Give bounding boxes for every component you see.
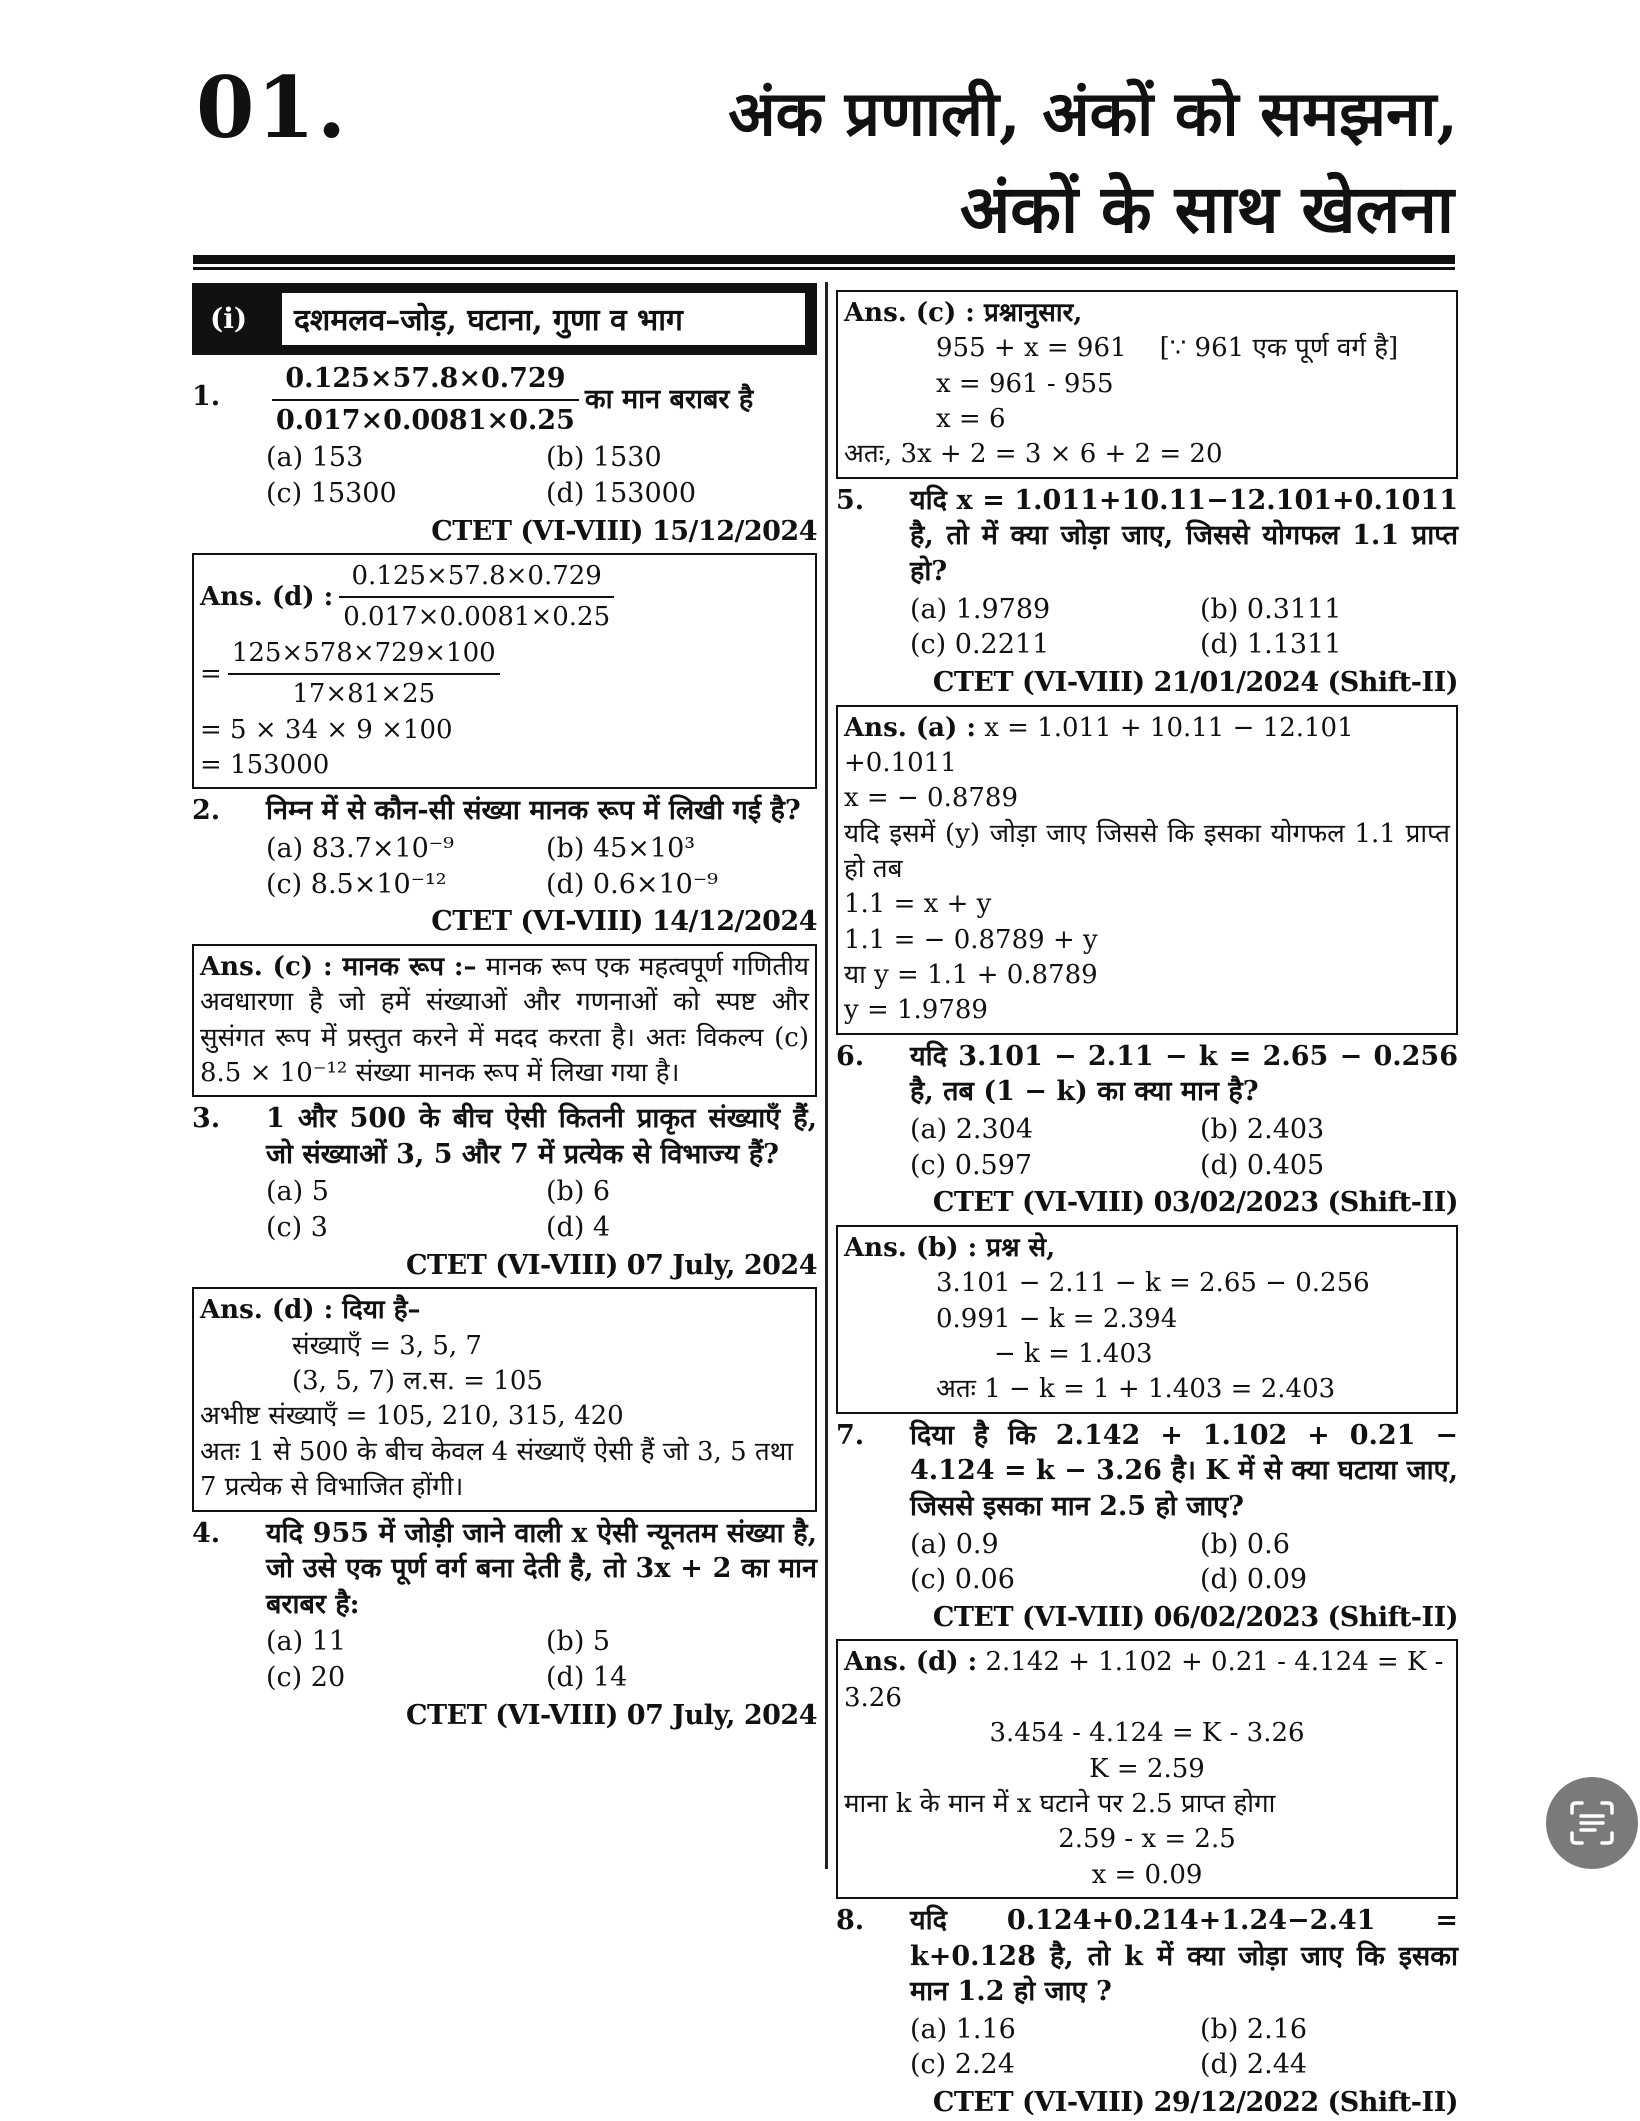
question-6 — [836, 1039, 1458, 1110]
header-rule-thin — [193, 267, 1455, 270]
option-c: (c) 20 — [266, 1662, 346, 1693]
fraction-numerator: 0.125×57.8×0.729 — [272, 361, 579, 401]
answer-line: 3.101 − 2.11 − k = 2.65 − 0.256 — [936, 1268, 1370, 1299]
option-b: (b) 2.403 — [1200, 1114, 1325, 1146]
option-a: (a) 11 — [266, 1626, 347, 1658]
answer-line: अतः 1 से 500 के बीच केवल 4 संख्याएँ ऐसी हैं जो 3, 5 तथा 7 प्रत्येक से विभाजित होंगी। — [200, 1436, 794, 1503]
chapter-number: 01. — [196, 58, 349, 157]
question-number: 1. — [192, 381, 221, 412]
answer-fraction — [339, 559, 614, 636]
answer-line: x = − 0.8789 — [844, 783, 1019, 814]
option-d: (d) 2.44 — [1200, 2049, 1308, 2081]
question-4 — [192, 1516, 817, 1623]
option-c: (c) 15300 — [266, 477, 397, 509]
answer-box — [192, 1287, 817, 1511]
options — [192, 1174, 817, 1245]
option-d: (d) 0.09 — [1200, 1564, 1308, 1596]
chapter-title-line-1: अंक प्रणाली, अंकों को समझना, — [728, 77, 1458, 150]
answer-line: 3.454 - 4.124 = K - 3.26 — [989, 1718, 1305, 1749]
option-a: (a) 0.9 — [910, 1528, 999, 1560]
question-8 — [836, 1903, 1458, 2010]
option-b: (b) 6 — [546, 1176, 611, 1208]
answer-box — [836, 1639, 1458, 1899]
question-text: का मान बराबर है — [584, 383, 754, 415]
answer-line: = 153000 — [200, 749, 330, 780]
option-c: (c) 0.2211 — [910, 629, 1050, 661]
answer-label: Ans. (c) : प्रश्नानुसार, — [844, 298, 1083, 328]
question-text: दिया है कि 2.142 + 1.102 + 0.21 − 4.124 = k − 3.26 है। K में से क्या घटाया जाए, जिससे इसका मान 2.5 हो जाए? — [910, 1419, 1458, 1522]
exam-source: CTET (VI-VIII) 29/12/2022 (Shift-II) — [932, 2087, 1458, 2119]
answer-line: x = 1.011 + 10.11 − 12.101 +0.1011 — [844, 712, 1354, 778]
question-2 — [192, 793, 817, 829]
scan-text-button[interactable] — [1546, 1777, 1640, 1869]
right-column — [836, 290, 1458, 2121]
option-a: (a) 1.9789 — [910, 593, 1051, 625]
question-number: 7. — [836, 1419, 865, 1451]
answer-box — [836, 1225, 1458, 1414]
options — [836, 1527, 1458, 1598]
section-header — [192, 283, 817, 355]
question-number: 2. — [192, 795, 221, 827]
answer-line: K = 2.59 — [1089, 1753, 1205, 1784]
option-d: (d) 14 — [546, 1662, 628, 1693]
option-b: (b) 0.6 — [1200, 1528, 1290, 1560]
option-d: (d) 0.405 — [1200, 1149, 1325, 1181]
answer-line: अतः, 3x + 2 = 3 × 6 + 2 = 20 — [844, 439, 1223, 470]
answer-line: यदि इसमें (y) जोड़ा जाए जिससे कि इसका योगफल 1.1 प्राप्त हो तब — [844, 818, 1450, 884]
options — [836, 592, 1458, 663]
option-a: (a) 5 — [266, 1176, 329, 1208]
answer-label: Ans. (d) : — [200, 581, 334, 612]
options — [836, 1112, 1458, 1183]
fraction-numerator: 125×578×729×100 — [228, 636, 500, 675]
section-title: दशमलव–जोड़, घटाना, गुणा व भाग — [280, 291, 807, 347]
option-b: (b) 45×10³ — [546, 832, 696, 864]
scan-text-icon — [1568, 1799, 1616, 1847]
option-c: (c) 0.06 — [910, 1564, 1015, 1596]
option-c: (c) 0.597 — [910, 1149, 1033, 1181]
exam-source: CTET (VI-VIII) 07 July, 2024 — [406, 1699, 817, 1731]
question-number: 6. — [836, 1040, 865, 1072]
option-a: (a) 1.16 — [910, 2013, 1016, 2045]
question-text: 1 और 500 के बीच ऐसी कितनी प्राकृत संख्याएँ हैं, जो संख्याओं 3, 5 और 7 में प्रत्येक से विभाज्य हैं? — [266, 1103, 817, 1170]
question-3 — [192, 1101, 817, 1172]
answer-box — [836, 705, 1458, 1035]
answer-label: Ans. (d) : दिया है– — [200, 1295, 421, 1326]
answer-label: Ans. (c) : मानक रूप :– — [200, 951, 477, 982]
fraction-numerator: 0.125×57.8×0.729 — [339, 559, 614, 598]
question-number: 5. — [836, 484, 865, 516]
option-a: (a) 153 — [266, 442, 364, 474]
answer-box — [836, 290, 1458, 479]
option-d: (d) 4 — [546, 1212, 611, 1244]
answer-line: 2.142 + 1.102 + 0.21 - 4.124 = K - 3.26 — [844, 1647, 1444, 1713]
exam-source: CTET (VI-VIII) 07 July, 2024 — [406, 1249, 817, 1281]
answer-line: x = 6 — [936, 404, 1006, 435]
answer-box: Ans. (d) : $\frac{0.125\times 57.8\times 0.729}{0.017\times 0.0081\times 0.25}$ = $\frac{125\times 578\times 729\times 100}{17\times 81\times 25}$ = 5 × 34 × 9 ×100 = 153000 — [192, 553, 817, 789]
question-text: निम्न में से कौन-सी संख्या मानक रूप में लिखी गई है? — [266, 795, 801, 827]
fraction-denominator: 0.017×0.0081×0.25 — [343, 602, 611, 633]
answer-text: मानक रूप एक महत्वपूर्ण गणितीय अवधारणा है जो हमें संख्याओं और गणनाओं को स्पष्ट और सुसंगत रूप में प्रस्तुत करने में मदद करता है। अतः विकल्प (c) 8.5 × 10⁻¹² संख्या मानक रूप में लिखा गया है। — [200, 951, 810, 1088]
question-1 — [192, 361, 817, 438]
option-c: (c) 3 — [266, 1212, 328, 1244]
question-text: यदि 0.124+0.214+1.24−2.41 = k+0.128 है, तो k में क्या जोड़ा जाए कि इसका मान 1.2 हो जाए ? — [910, 1904, 1458, 2008]
question-number: 3. — [192, 1103, 221, 1135]
fraction-denominator: 17×81×25 — [292, 679, 436, 710]
question-text: यदि 955 में जोड़ी जाने वाली x ऐसी न्यूनतम संख्या है, जो उसे एक पूर्ण वर्ग बना देती है, तो 3x + 2 का मान बराबर है: — [266, 1517, 817, 1620]
answer-label: Ans. (a) : — [844, 712, 976, 743]
answer-fraction-2 — [228, 636, 500, 713]
question-text: यदि 3.101 − 2.11 − k = 2.65 − 0.256 है, तब (1 − k) का क्या मान है? — [910, 1040, 1458, 1108]
answer-line: y = 1.9789 — [844, 995, 988, 1026]
option-d: (d) 0.6×10⁻⁹ — [546, 868, 718, 900]
question-text: यदि x = 1.011+10.11−12.101+0.1011 है, तो में क्या जोड़ा जाए, जिससे योगफल 1.1 प्राप्त हो? — [910, 484, 1458, 588]
option-a: (a) 2.304 — [910, 1114, 1034, 1146]
answer-line: 955 + x = 961 — [936, 333, 1127, 364]
option-c: (c) 2.24 — [910, 2049, 1015, 2081]
answer-line: माना k के मान में x घटाने पर 2.5 प्राप्त होगा — [844, 1788, 1276, 1819]
answer-line: x = 961 - 955 — [936, 368, 1114, 399]
option-d: (d) 1.1311 — [1200, 629, 1342, 661]
options — [192, 440, 817, 511]
answer-box — [192, 944, 817, 1097]
option-c: (c) 8.5×10⁻¹² — [266, 868, 447, 900]
option-b: (b) 5 — [546, 1626, 611, 1658]
section-roman: (i) — [210, 302, 248, 335]
chapter-title-line-2: अंकों के साथ खेलना — [959, 170, 1454, 248]
exam-source: CTET (VI-VIII) 15/12/2024 — [431, 515, 817, 547]
answer-label: Ans. (d) : — [844, 1647, 978, 1678]
option-b: (b) 2.16 — [1200, 2013, 1308, 2045]
option-b: (b) 0.3111 — [1200, 593, 1342, 625]
answer-label: Ans. (b) : प्रश्न से, — [844, 1232, 1056, 1263]
answer-line: − k = 1.403 — [994, 1338, 1153, 1369]
answer-line: 2.59 - x = 2.5 — [1058, 1824, 1236, 1855]
option-a: (a) 83.7×10⁻⁹ — [266, 832, 454, 864]
answer-line: x = 0.09 — [1091, 1859, 1203, 1890]
answer-line: (3, 5, 7) ल.स. = 105 — [292, 1366, 543, 1397]
options — [192, 831, 817, 902]
answer-line: 0.991 − k = 2.394 — [936, 1303, 1178, 1334]
answer-line: अतः 1 − k = 1 + 1.403 = 2.403 — [936, 1374, 1336, 1405]
options — [192, 1624, 817, 1695]
exam-source: CTET (VI-VIII) 21/01/2024 (Shift-II) — [932, 666, 1458, 698]
question-7 — [836, 1418, 1458, 1525]
answer-note: [∵ 961 एक पूर्ण वर्ग है] — [1159, 333, 1399, 364]
question-5 — [836, 483, 1458, 590]
exam-source: CTET (VI-VIII) 06/02/2023 (Shift-II) — [932, 1601, 1458, 1633]
answer-line: या y = 1.1 + 0.8789 — [844, 960, 1098, 991]
option-b: (b) 1530 — [546, 442, 662, 474]
answer-line: संख्याएँ = 3, 5, 7 — [292, 1330, 482, 1361]
exam-source: CTET (VI-VIII) 14/12/2024 — [431, 906, 817, 938]
question-number: 8. — [836, 1904, 865, 1936]
options — [836, 2012, 1458, 2083]
left-column — [192, 283, 817, 1733]
answer-line: = 5 × 34 × 9 ×100 — [200, 714, 453, 745]
fraction-denominator: 0.017×0.0081×0.25 — [276, 404, 575, 436]
exam-source: CTET (VI-VIII) 03/02/2023 (Shift-II) — [932, 1187, 1458, 1219]
answer-line: 1.1 = x + y — [844, 889, 992, 920]
answer-line: अभीष्ट संख्याएँ = 105, 210, 315, 420 — [200, 1401, 624, 1432]
option-d: (d) 153000 — [546, 477, 697, 509]
header-rule-thick — [193, 255, 1455, 264]
question-number: 4. — [192, 1517, 221, 1549]
answer-line: 1.1 = − 0.8789 + y — [844, 924, 1098, 955]
question-1-fraction — [272, 361, 579, 438]
